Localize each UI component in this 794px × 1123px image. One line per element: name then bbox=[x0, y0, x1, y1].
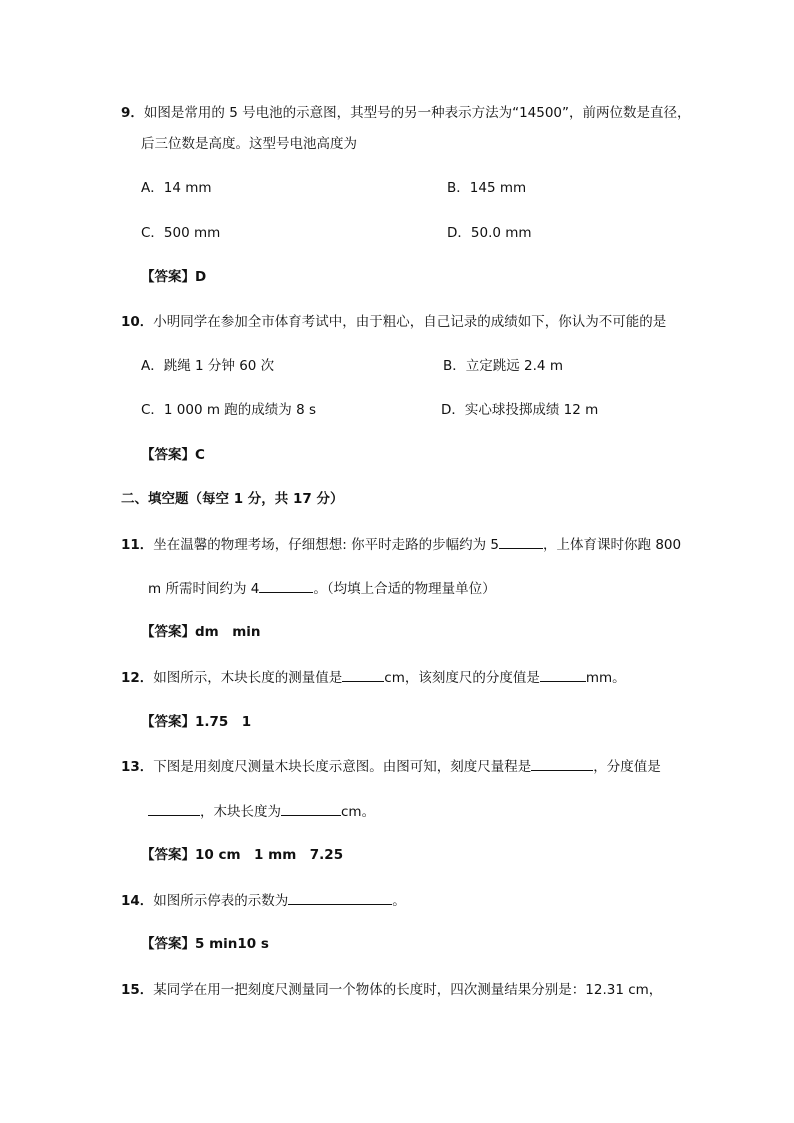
q10-option-d: D．实心球投掷成绩 12 m bbox=[441, 402, 599, 418]
q9-stem-line1: 如图是常用的 5 号电池的示意图，其型号的另一种表示方法为“14500”，前两位数是直径， bbox=[143, 105, 691, 121]
q13-line2 bbox=[148, 802, 375, 821]
q12-text-a: 如图所示，木块长度的测量值是 bbox=[153, 670, 343, 686]
q12-text-c: mm。 bbox=[585, 670, 626, 686]
q14-text-b: 。 bbox=[392, 893, 406, 909]
q13-text-1a: 下图是用刻度尺测量木块长度示意图。由图可知，刻度尺量程是 bbox=[153, 759, 532, 775]
q9-line1 bbox=[121, 104, 691, 122]
q11-text-1a: 坐在温馨的物理考场，仔细想想: 你平时走路的步幅约为 5 bbox=[153, 537, 500, 553]
q12-answer bbox=[141, 713, 251, 731]
q13-blank-3 bbox=[281, 802, 341, 816]
q9-option-c: C．500 mm bbox=[141, 225, 221, 241]
q13-blank-1 bbox=[531, 757, 593, 771]
q14-answer-value: 5 min10 s bbox=[195, 936, 269, 952]
q12-blank-1 bbox=[342, 668, 384, 682]
q12-line1 bbox=[121, 668, 626, 687]
q10-option-b: B．立定跳远 2.4 m bbox=[443, 358, 563, 374]
q12-text-b: cm，该刻度尺的分度值是 bbox=[384, 670, 540, 686]
section2-title: 二、填空题（每空 1 分，共 17 分） bbox=[121, 491, 344, 507]
q11-blank-1 bbox=[499, 535, 543, 549]
q15-line1 bbox=[121, 981, 662, 999]
q15-stem: 某同学在用一把刻度尺测量同一个物体的长度时，四次测量结果分别是：12.31 cm， bbox=[153, 982, 663, 998]
q12-blank-2 bbox=[540, 668, 586, 682]
q9-stem-line2: 后三位数是高度。这型号电池高度为 bbox=[141, 136, 357, 152]
q11-answer-label: 【答案】 bbox=[141, 624, 195, 640]
q13-line1 bbox=[121, 757, 661, 776]
q14-answer bbox=[141, 935, 269, 953]
q14-text-a: 如图所示停表的示数为 bbox=[153, 893, 289, 909]
q13-number: 13． bbox=[121, 759, 154, 775]
q11-answer-value: dm min bbox=[195, 624, 261, 640]
q10-answer bbox=[141, 446, 205, 464]
q14-line1 bbox=[121, 891, 406, 910]
q9-answer bbox=[141, 268, 206, 286]
q11-text-1b: ，上体育课时你跑 800 bbox=[543, 537, 682, 553]
q9-answer-value: D bbox=[195, 269, 207, 285]
q12-answer-label: 【答案】 bbox=[141, 714, 195, 730]
q10-option-a: A．跳绳 1 分钟 60 次 bbox=[141, 358, 275, 374]
q13-text-1b: ，分度值是 bbox=[593, 759, 661, 775]
q10-option-c: C．1 000 m 跑的成绩为 8 s bbox=[141, 402, 317, 418]
q9-option-d: D．50.0 mm bbox=[447, 225, 532, 241]
q11-text-2b: 。（均填上合适的物理量单位） bbox=[313, 581, 496, 597]
q13-answer-label: 【答案】 bbox=[141, 847, 195, 863]
q11-number: 11． bbox=[121, 537, 154, 553]
q10-answer-label: 【答案】 bbox=[141, 447, 195, 463]
q11-line2 bbox=[148, 579, 496, 598]
q13-answer bbox=[141, 846, 343, 864]
q11-blank-2 bbox=[259, 579, 313, 593]
q13-answer-value: 10 cm 1 mm 7.25 bbox=[195, 847, 344, 863]
q10-number: 10． bbox=[121, 314, 154, 330]
q13-blank-2 bbox=[148, 802, 200, 816]
q9-number: 9． bbox=[121, 105, 144, 121]
q10-answer-value: C bbox=[195, 447, 205, 463]
q11-text-2a: m 所需时间约为 4 bbox=[148, 581, 260, 597]
q11-line1 bbox=[121, 535, 681, 554]
q14-number: 14． bbox=[121, 893, 154, 909]
q10-stem: 小明同学在参加全市体育考试中，由于粗心，自己记录的成绩如下，你认为不可能的是 bbox=[153, 314, 667, 330]
q11-answer bbox=[141, 623, 261, 641]
q9-answer-label: 【答案】 bbox=[141, 269, 195, 285]
q13-text-2b: cm。 bbox=[341, 804, 376, 820]
q13-text-2a: ，木块长度为 bbox=[200, 804, 281, 820]
q15-number: 15． bbox=[121, 982, 154, 998]
q9-option-b: B．145 mm bbox=[447, 180, 527, 196]
q14-answer-label: 【答案】 bbox=[141, 936, 195, 952]
q14-blank-1 bbox=[288, 891, 392, 905]
q12-answer-value: 1.75 1 bbox=[195, 714, 252, 730]
q12-number: 12． bbox=[121, 670, 154, 686]
q10-line1 bbox=[121, 313, 666, 331]
q9-option-a: A．14 mm bbox=[141, 180, 212, 196]
